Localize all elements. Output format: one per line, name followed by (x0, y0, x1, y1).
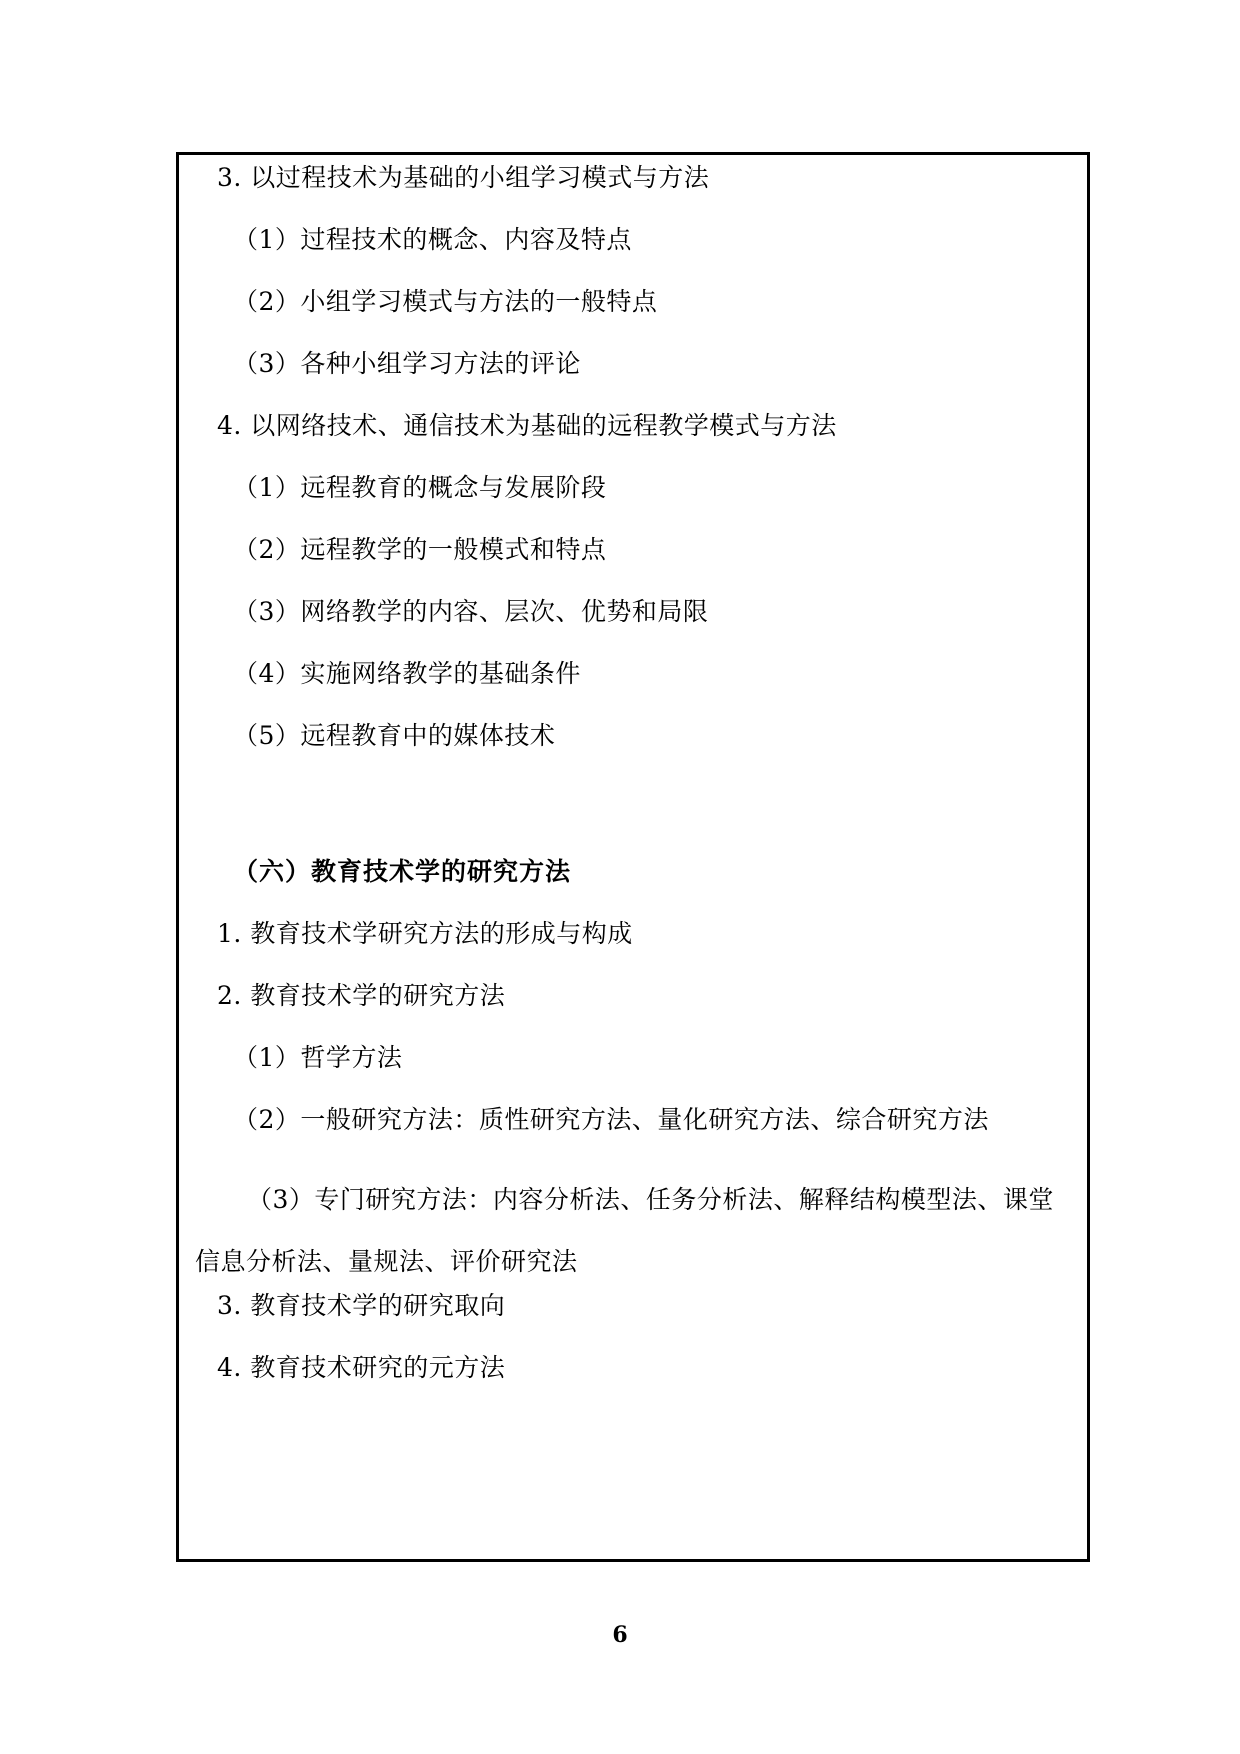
outline-subitem: （1）过程技术的概念、内容及特点 (233, 225, 632, 254)
outline-item: 4. 以网络技术、通信技术为基础的远程教学模式与方法 (217, 411, 837, 440)
page-number: 6 (612, 1622, 628, 1648)
outline-item: 4. 教育技术研究的元方法 (217, 1353, 506, 1382)
outline-subitem: （2）小组学习模式与方法的一般特点 (233, 287, 658, 316)
outline-item: 1. 教育技术学研究方法的形成与构成 (217, 919, 633, 948)
outline-subitem: （3）各种小组学习方法的评论 (233, 349, 581, 378)
outline-subitem: （2）远程教学的一般模式和特点 (233, 535, 607, 564)
outline-subitem: （1）哲学方法 (233, 1043, 403, 1072)
outline-subitem-wrapped: （3）专门研究方法：内容分析法、任务分析法、解释结构模型法、课堂信息分析法、量规法、评价研究法 (195, 1185, 1054, 1276)
outline-subitem: （1）远程教育的概念与发展阶段 (233, 473, 607, 502)
outline-subitem: （4）实施网络教学的基础条件 (233, 659, 581, 688)
document-body (179, 155, 1087, 1559)
outline-subitem: （3）网络教学的内容、层次、优势和局限 (233, 597, 709, 626)
outline-item: 2. 教育技术学的研究方法 (217, 981, 506, 1010)
outline-subitem: （5）远程教育中的媒体技术 (233, 721, 556, 750)
page-content-frame (176, 152, 1090, 1562)
section-heading: （六）教育技术学的研究方法 (233, 857, 572, 886)
outline-item: 3. 教育技术学的研究取向 (217, 1291, 506, 1320)
section-spacer (195, 785, 1063, 859)
outline-item: 3. 以过程技术为基础的小组学习模式与方法 (217, 163, 710, 192)
outline-subitem: （2）一般研究方法：质性研究方法、量化研究方法、综合研究方法 (233, 1105, 989, 1134)
